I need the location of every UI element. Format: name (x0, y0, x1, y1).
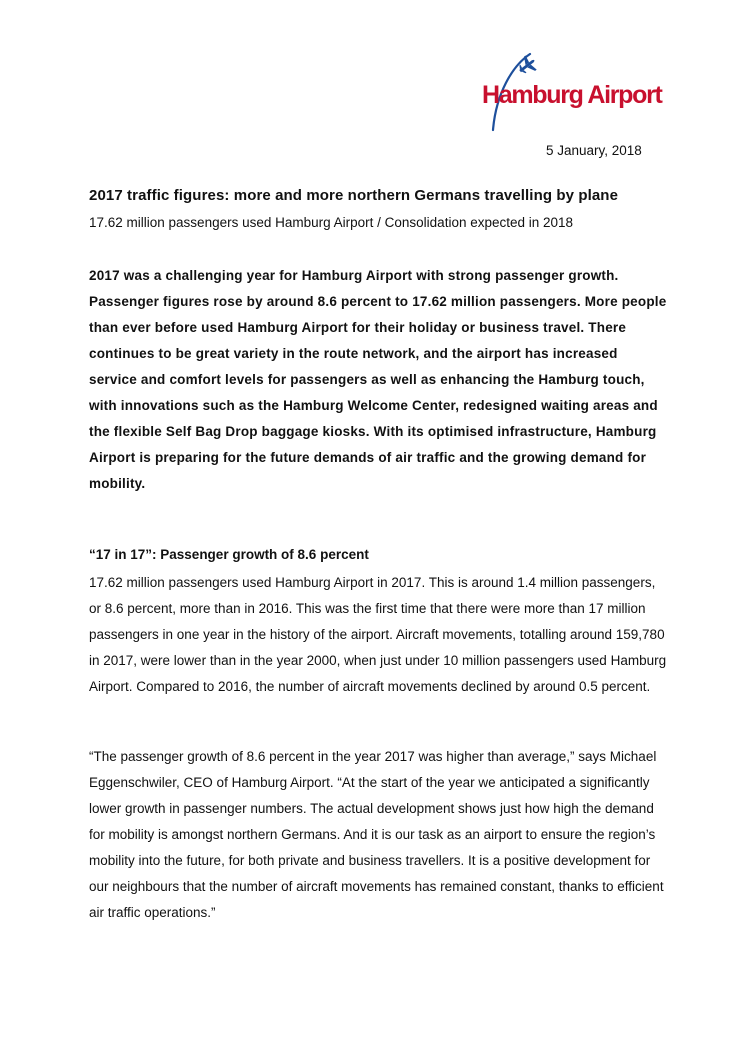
logo-wordmark: Hamburg Airport (482, 81, 662, 109)
headline: 2017 traffic figures: more and more northern Germans travelling by plane (89, 187, 619, 204)
body-paragraph: 17.62 million passengers used Hamburg Airport in 2017. This is around 1.4 million passengers, or 8.6 percent, more than in 2016. This was the first time that there were more than 17 million passengers in one year in the history of the airport. Aircraft movements, totalling around 159,780 in 2017, were lower than in the year 2000, when just under 10 million passengers used Hamburg Airport. Compared to 2016, the number of aircraft movements declined by around 0.5 percent. (89, 575, 667, 694)
subheadline: 17.62 million passengers used Hamburg Airport / Consolidation expected in 2018 (89, 215, 574, 230)
body-paragraph: “The passenger growth of 8.6 percent in the year 2017 was higher than average,” says Michael Eggenschwiler, CEO of Hamburg Airport. “At the start of the year we anticipated a significantly lower growth in passenger numbers. The actual development shows just how high the demand for mobility is amongst northern Germans. And it is our task as an airport to ensure the region’s mobility into the future, for both private and business travellers. It is a positive development for our neighbours that the number of aircraft movements has remained constant, thanks to efficient air traffic operations.” (89, 749, 664, 920)
release-date: 5 January, 2018 (546, 143, 642, 158)
hamburg-airport-logo (478, 52, 668, 134)
lead-paragraph: 2017 was a challenging year for Hamburg Airport with strong passenger growth. Passenger figures rose by around 8.6 percent to 17.62 million passengers. More people than ever before used Hamburg Airport for their holiday or business travel. There continues to be great variety in the route network, and the airport has increased service and comfort levels for passengers as well as enhancing the Hamburg touch, with innovations such as the Hamburg Welcome Center, redesigned waiting areas and the flexible Self Bag Drop baggage kiosks. With its optimised infrastructure, Hamburg Airport is preparing for the future demands of air traffic and the growing demand for mobility. (89, 268, 667, 491)
section-heading: “17 in 17”: Passenger growth of 8.6 percent (89, 547, 369, 562)
